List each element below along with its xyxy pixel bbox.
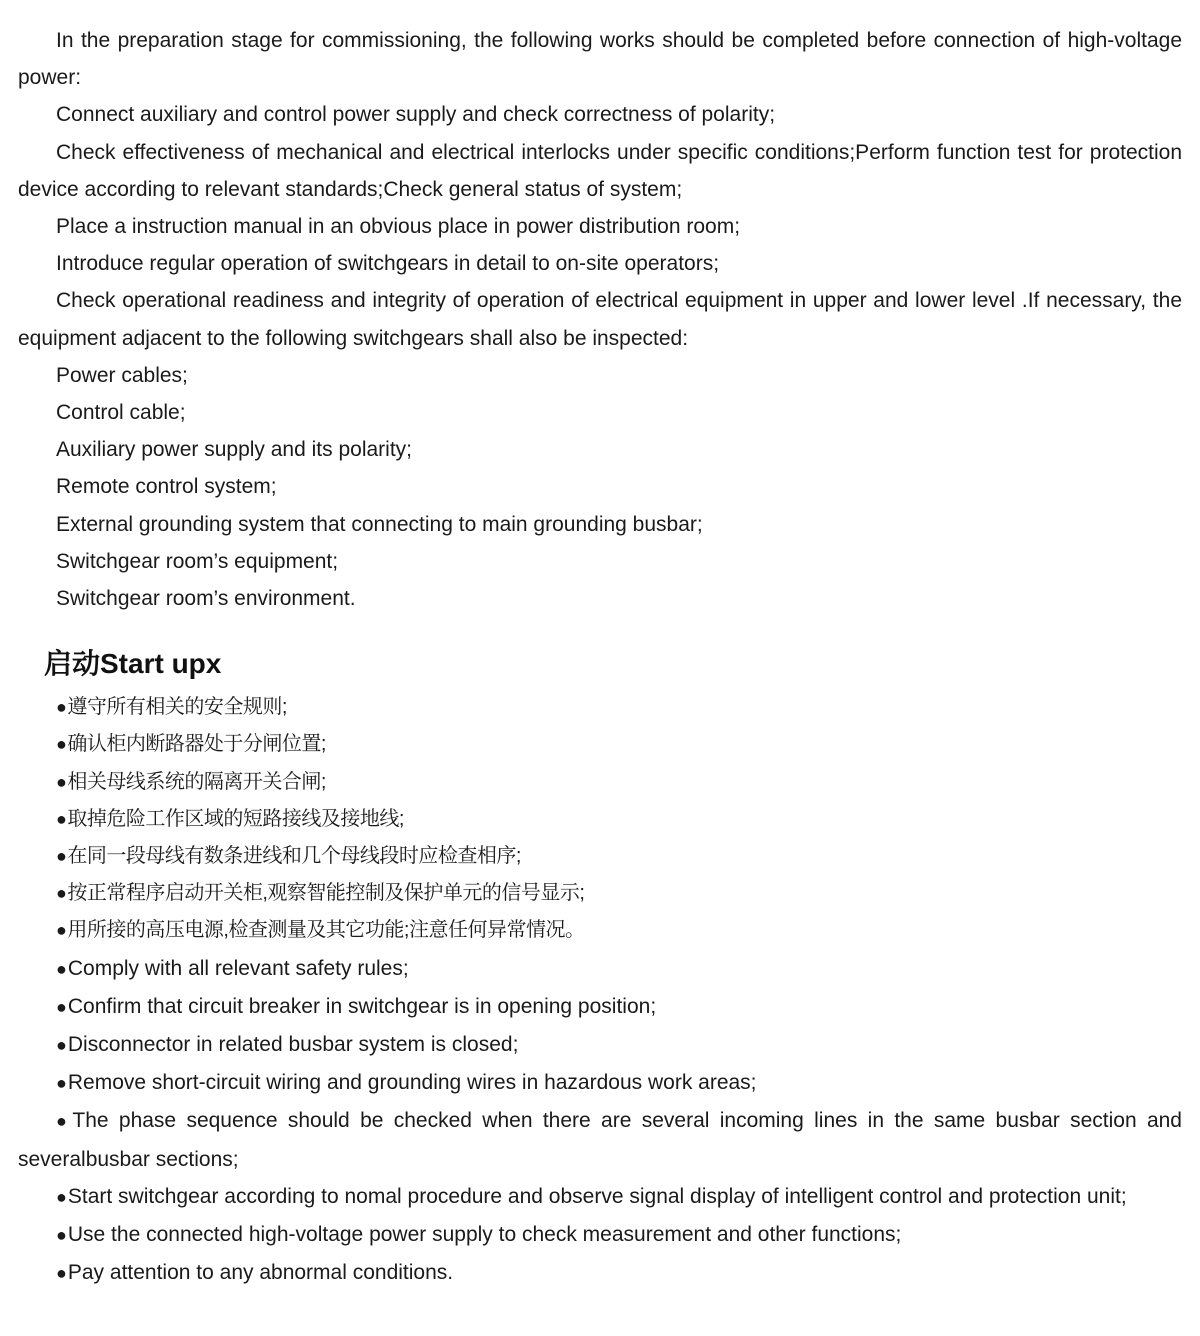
- inspect-item: Remote control system;: [56, 475, 277, 499]
- bullet-icon: ●: [56, 1225, 67, 1246]
- cn-bullet-item: ●用所接的高压电源,检查测量及其它功能;注意任何异常情况。: [56, 919, 585, 942]
- section-heading: 启动Start upx: [44, 648, 222, 680]
- prep-item: Check effectiveness of mechanical and electrical interlocks under specific conditions;Perform function test for protection device according to relevant standards;Check general status of system;: [18, 140, 1182, 201]
- inspect-item: Power cables;: [56, 363, 188, 387]
- inspect-item: Switchgear room’s equipment;: [56, 549, 339, 573]
- cn-bullet-item: ●相关母线系统的隔离开关合闸;: [56, 770, 326, 793]
- bullet-icon: ●: [56, 883, 67, 904]
- en-bullet-item: ●Disconnector in related busbar system is closed;: [56, 1033, 519, 1057]
- en-bullet-item: ●Pay attention to any abnormal conditions.: [56, 1261, 454, 1285]
- bullet-icon: ●: [56, 996, 67, 1017]
- bullet-icon: ●: [56, 734, 67, 755]
- prep-item: Place a instruction manual in an obvious place in power distribution room;: [56, 215, 741, 239]
- cn-bullet-item: ●在同一段母线有数条进线和几个母线段时应检查相序;: [56, 845, 521, 868]
- cn-bullet-item: ●取掉危险工作区域的短路接线及接地线;: [56, 807, 404, 830]
- bullet-icon: ●: [56, 808, 67, 829]
- en-bullet-item: ●The phase sequence should be checked when there are several incoming lines in the same busbar section and severalbusbar sections;: [18, 1109, 1182, 1171]
- cn-bullet-item: ●遵守所有相关的安全规则;: [56, 696, 287, 719]
- cn-bullet-item: ●按正常程序启动开关柜,观察智能控制及保护单元的信号显示;: [56, 882, 585, 905]
- en-bullet-item: ●Start switchgear according to nomal procedure and observe signal display of intelligent control and protection unit;: [56, 1184, 1127, 1208]
- cn-bullet-item: ●确认柜内断路器处于分闸位置;: [56, 733, 326, 756]
- startup-section: [18, 639, 1182, 1292]
- bullet-icon: ●: [56, 1111, 72, 1132]
- prep-item: Introduce regular operation of switchgears in detail to on-site operators;: [56, 252, 720, 276]
- bullet-icon: ●: [56, 958, 67, 979]
- inspect-item: Switchgear room’s environment.: [56, 587, 356, 611]
- prep-item: Check operational readiness and integrity of operation of electrical equipment in upper and lower level .If necessary, the equipment adjacent to the following switchgears shall also be inspected:: [18, 289, 1182, 350]
- commissioning-preparation-section: [18, 22, 1182, 617]
- prep-item: Connect auxiliary and control power supply and check correctness of polarity;: [56, 103, 776, 127]
- bullet-icon: ●: [56, 1073, 67, 1094]
- bullet-icon: ●: [56, 846, 67, 867]
- bullet-icon: ●: [56, 1035, 67, 1056]
- inspect-item: Control cable;: [56, 401, 186, 425]
- bullet-icon: ●: [56, 697, 67, 718]
- bullet-icon: ●: [56, 1186, 67, 1207]
- bullet-icon: ●: [56, 771, 67, 792]
- en-bullet-item: ●Confirm that circuit breaker in switchgear is in opening position;: [56, 994, 657, 1018]
- bullet-icon: ●: [56, 920, 67, 941]
- bullet-icon: ●: [56, 1263, 67, 1284]
- en-bullet-item: ●Remove short-circuit wiring and grounding wires in hazardous work areas;: [56, 1071, 757, 1095]
- intro-paragraph: In the preparation stage for commissioning, the following works should be completed before connection of high-voltage power:: [18, 29, 1182, 90]
- inspect-item: External grounding system that connecting to main grounding busbar;: [56, 512, 703, 536]
- en-bullet-item: ●Use the connected high-voltage power supply to check measurement and other functions;: [56, 1223, 902, 1247]
- en-bullet-item: ●Comply with all relevant safety rules;: [56, 956, 409, 980]
- inspect-item: Auxiliary power supply and its polarity;: [56, 438, 412, 462]
